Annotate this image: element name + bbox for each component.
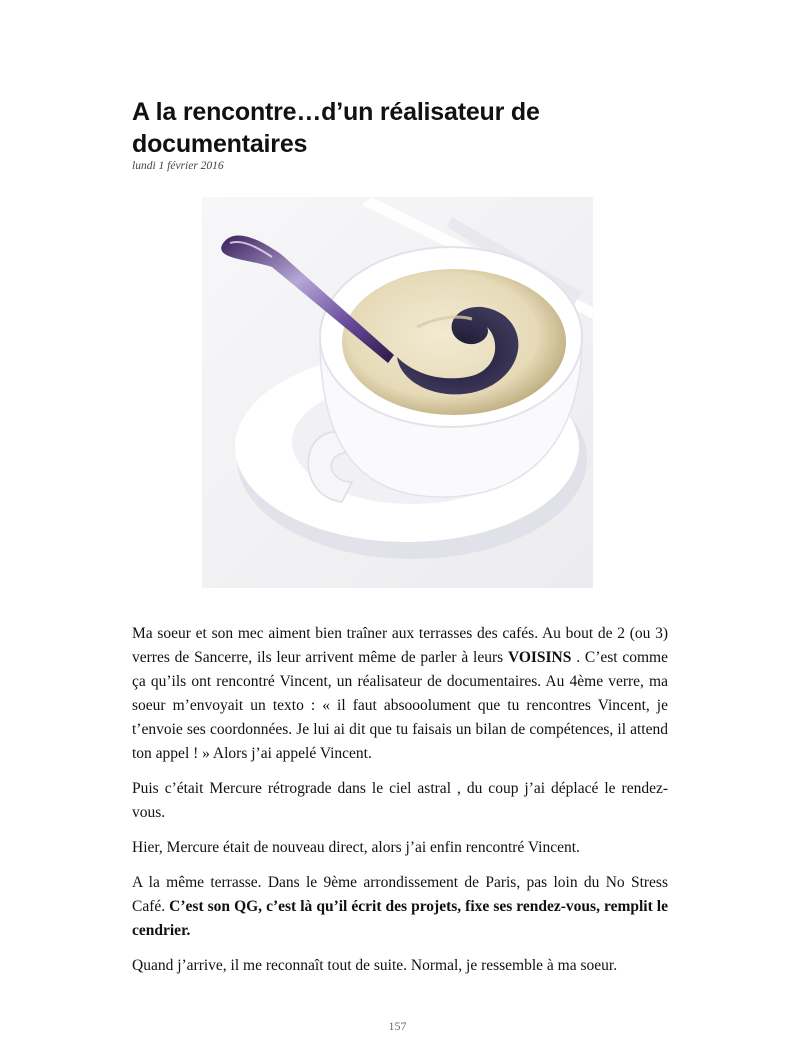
paragraph-1-text-b: . C’est comme ça qu’ils ont rencontré Vincent, un réalisateur de documentaires. Au 4ème verre, ma soeur m’envoyait un texto : « il faut absooolument que tu rencontres Vincent, je t’envoie ses coordonnées. Je lui ai dit que tu faisais un bilan de compétences, il attend ton appel ! » Alors j’ai appelé Vincent.	[132, 649, 668, 762]
article-body	[132, 622, 668, 989]
voisins-emphasis: VOISINS	[507, 649, 572, 666]
paragraph-1	[132, 622, 668, 766]
paragraph-4	[132, 871, 668, 943]
article-title: A la rencontre…d’un réalisateur de documentaires	[132, 98, 540, 158]
paragraph-4-emphasis: C’est son QG, c’est là qu’il écrit des projets, fixe ses rendez-vous, remplit le cendrier.	[132, 898, 668, 939]
page-number: 157	[388, 1019, 407, 1033]
coffee-cup-photo	[202, 197, 593, 588]
paragraph-1-text-a: Ma soeur et son mec aiment bien traîner aux terrasses des cafés. Au bout de 2 (ou 3) verres de Sancerre, ils leur arrivent même de parler à leurs	[132, 625, 668, 666]
paragraph-2: Puis c’était Mercure rétrograde dans le ciel astral , du coup j’ai déplacé le rendez-vous.	[132, 780, 668, 821]
paragraph-3: Hier, Mercure était de nouveau direct, alors j’ai enfin rencontré Vincent.	[132, 839, 580, 856]
paragraph-5: Quand j’arrive, il me reconnaît tout de suite. Normal, je ressemble à ma soeur.	[132, 957, 618, 974]
article-date: lundi 1 février 2016	[132, 160, 224, 172]
paragraph-4-text: A la même terrasse. Dans le 9ème arrondissement de Paris, pas loin du No Stress Café.	[132, 874, 668, 915]
